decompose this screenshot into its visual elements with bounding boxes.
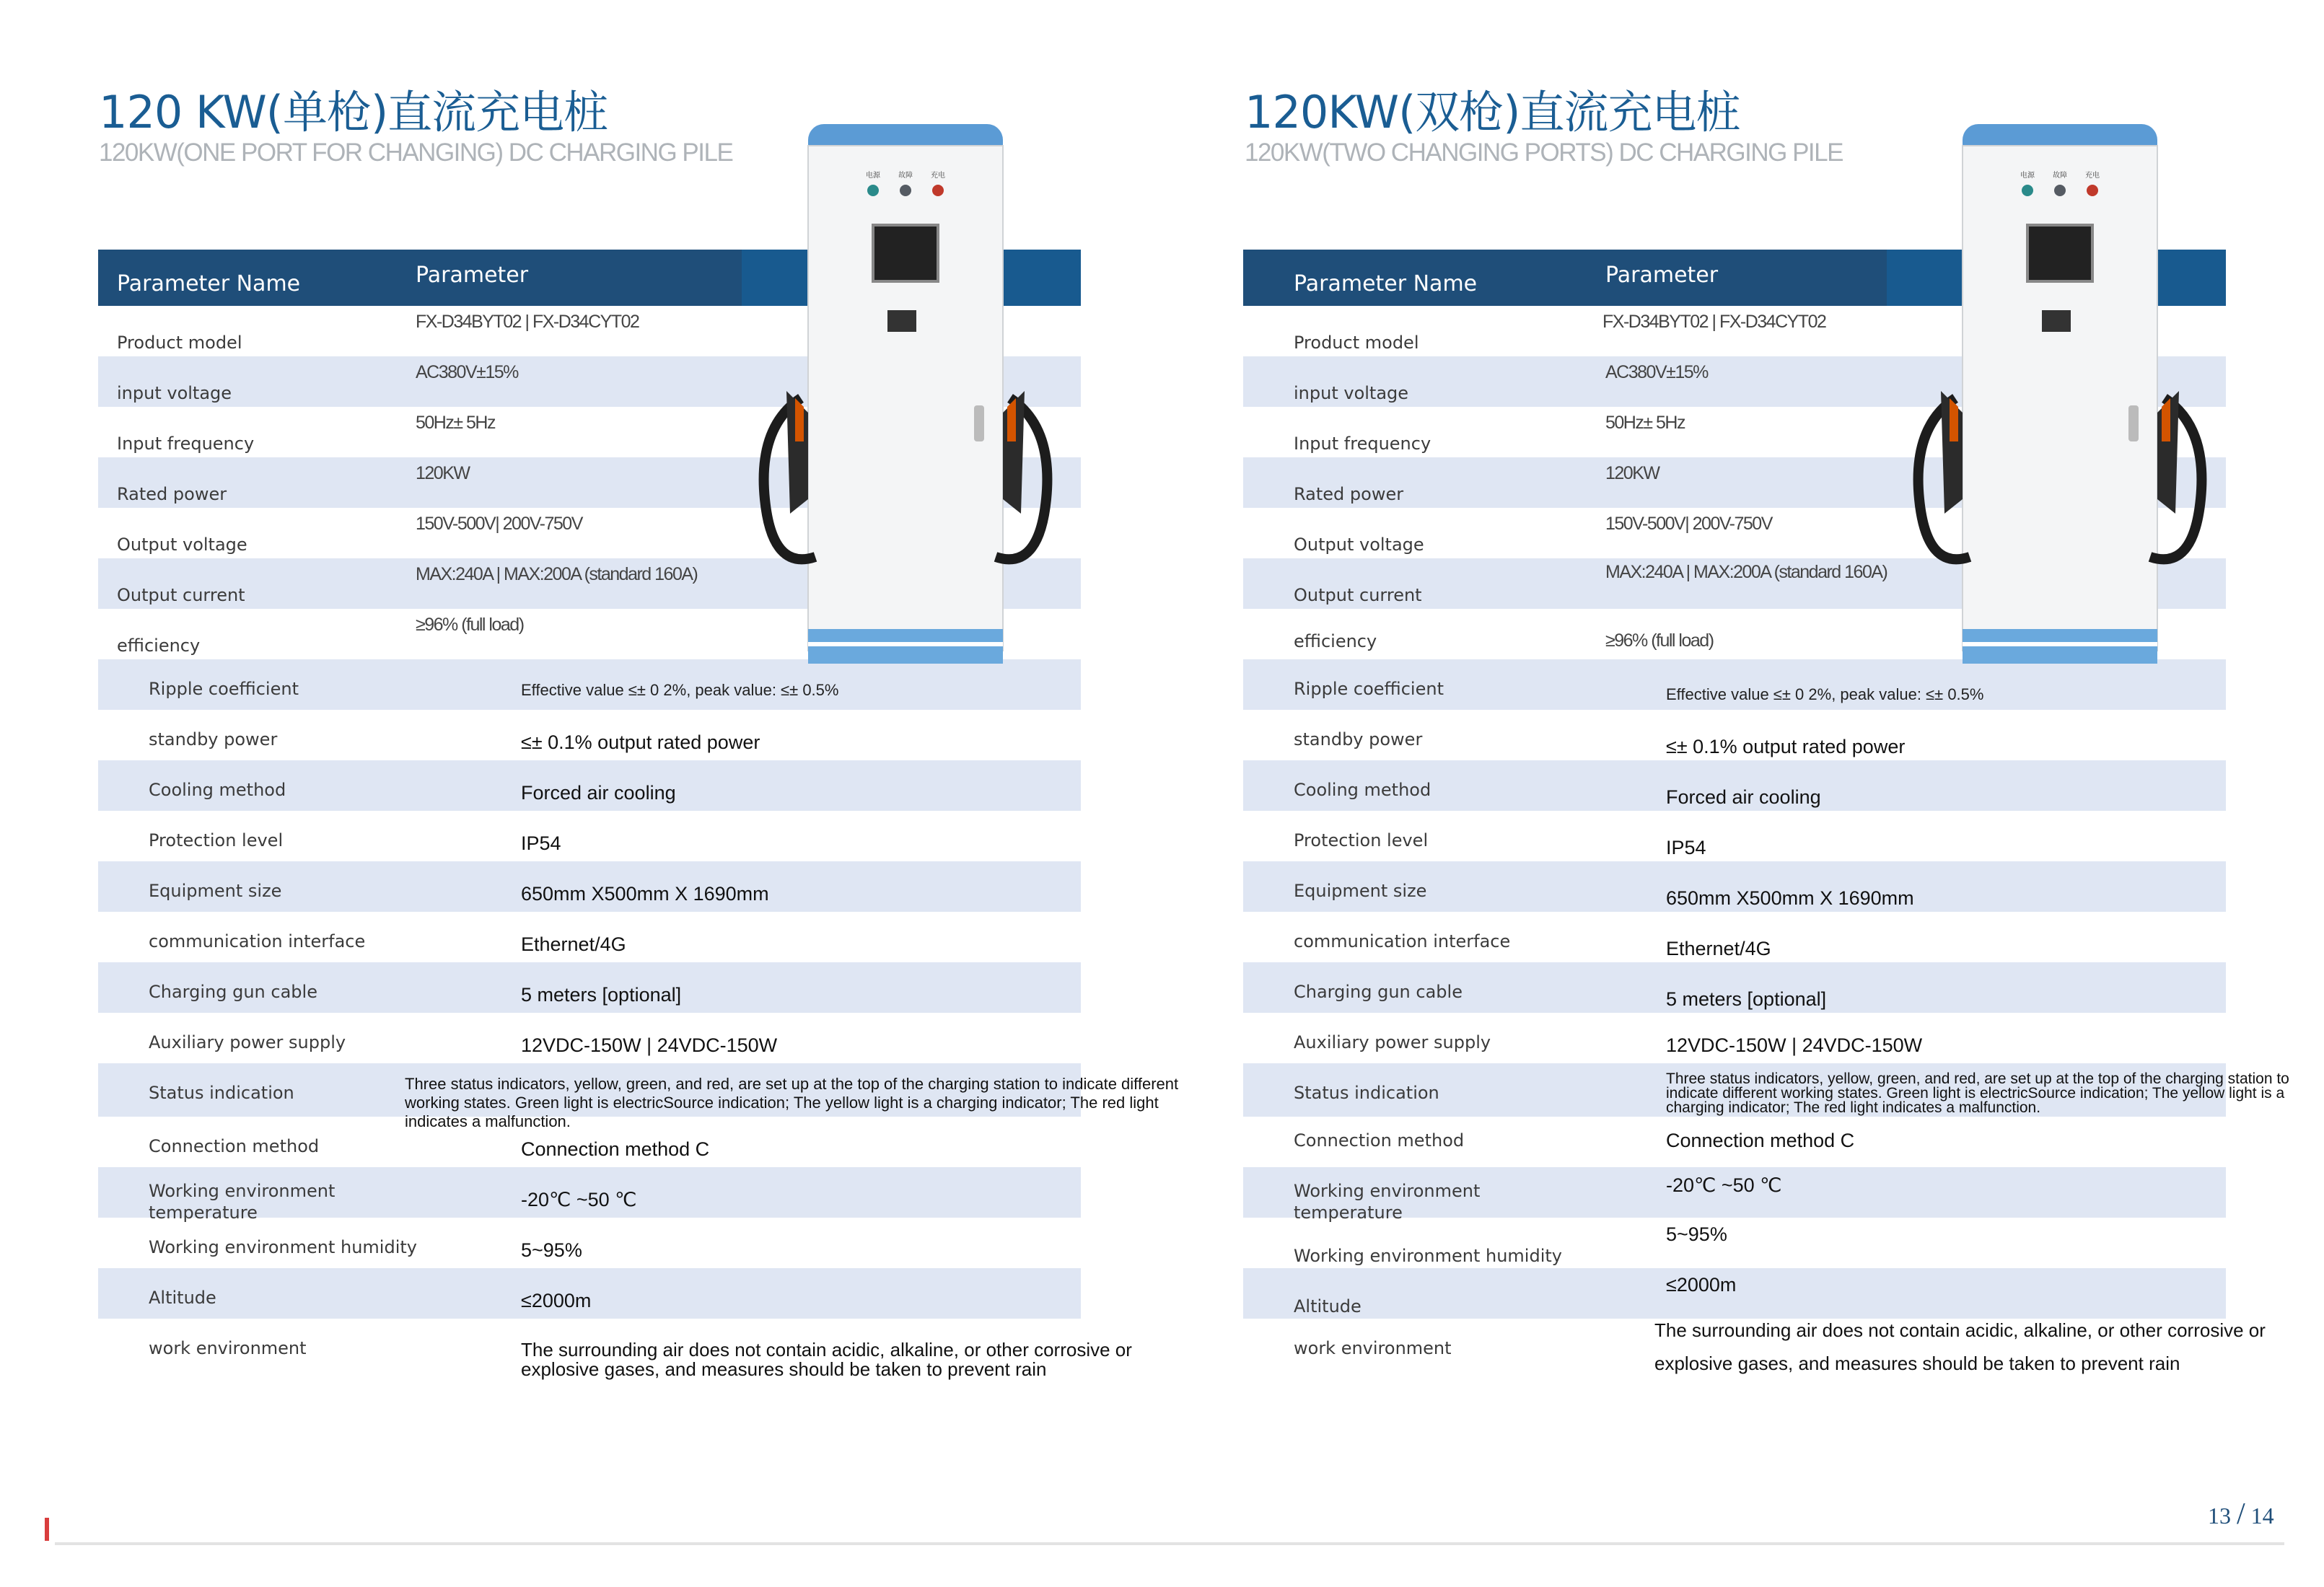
table-row (1243, 1013, 2226, 1063)
row-value: -20℃ ~50 ℃ (1666, 1174, 1782, 1196)
row-name: Status indication (149, 1083, 294, 1103)
row-value: MAX:240A | MAX:200A (standard 160A) (1605, 562, 1887, 582)
table-row (98, 1117, 1081, 1167)
row-name: Auxiliary power supply (1294, 1032, 1491, 1052)
row-name: standby power (149, 729, 278, 749)
row-value: 5 meters [optional] (1666, 988, 1827, 1010)
row-value: ≤2000m (521, 1290, 592, 1311)
row-name: Working environment humidity (1294, 1246, 1562, 1266)
table-row (98, 1013, 1081, 1063)
footer-accent-mark (45, 1518, 49, 1541)
table-row (1243, 912, 2226, 962)
page-title: 120 KW(单枪)直流充电桩 (99, 86, 608, 139)
row-name: Product model (1294, 333, 1419, 353)
charging-pile-illustration (1912, 124, 2237, 672)
page-separator: / (2237, 1498, 2245, 1531)
row-name: Auxiliary power supply (149, 1032, 346, 1052)
row-name: Output current (1294, 585, 1422, 605)
row-name: Protection level (1294, 830, 1429, 850)
header-parameter: Parameter (1605, 263, 1719, 288)
row-name: Charging gun cable (1294, 982, 1463, 1002)
row-value: 5~95% (1666, 1223, 1727, 1245)
row-value: Forced air cooling (1666, 786, 1821, 808)
row-name: Product model (117, 333, 242, 353)
table-row (1243, 811, 2226, 861)
row-name: Output current (117, 585, 245, 605)
row-value: ≥96% (full load) (1605, 630, 1714, 651)
row-value: 12VDC-150W | 24VDC-150W (1666, 1034, 1923, 1056)
indicator-label: 电源 (2020, 172, 2035, 180)
footer-divider (55, 1542, 2284, 1545)
row-value: 650mm X500mm X 1690mm (521, 883, 769, 905)
row-value: Connection method C (521, 1138, 710, 1160)
right-panel (1146, 0, 2300, 1443)
row-name: Altitude (1294, 1296, 1361, 1316)
page-number (2208, 1497, 2274, 1531)
table-row (1243, 710, 2226, 760)
row-value: 150V-500V| 200V-750V (416, 514, 582, 534)
header-parameter-name: Parameter Name (117, 271, 301, 296)
table-row (98, 861, 1081, 912)
row-name: Charging gun cable (149, 982, 317, 1002)
row-value: Ethernet/4G (1666, 938, 1771, 959)
left-panel (0, 0, 1179, 1443)
table-row (98, 1063, 1179, 1130)
table-row (1243, 861, 2226, 912)
charging-pile-illustration (758, 124, 1082, 672)
table-row (1243, 1167, 2226, 1223)
table-row (98, 1218, 1081, 1268)
row-value: ≤± 0.1% output rated power (521, 731, 760, 753)
row-name: work environment (1294, 1338, 1452, 1358)
row-value: FX-D34BYT02 | FX-D34CYT02 (1602, 312, 1826, 332)
row-name: efficiency (1294, 631, 1377, 651)
table-row (1243, 1218, 2226, 1268)
row-value: 5~95% (521, 1239, 582, 1261)
row-name: Ripple coefficient (1294, 679, 1444, 699)
table-row (1243, 1319, 2266, 1374)
row-value: The surrounding air does not contain acidic, alkaline, or other corrosive or explosive gases, and measures should be taken to prevent rain (1654, 1319, 2266, 1374)
row-value: Ethernet/4G (521, 933, 626, 955)
row-value: IP54 (521, 832, 561, 854)
table-row (98, 962, 1081, 1013)
charging-pile-icon (758, 124, 1082, 672)
row-value: Effective value ≤± 0 2%, peak value: ≤± 0.5% (521, 681, 839, 699)
row-value: Effective value ≤± 0 2%, peak value: ≤± 0.5% (1666, 685, 1984, 703)
indicator-label: 充电 (931, 172, 945, 180)
row-value: 650mm X500mm X 1690mm (1666, 887, 1914, 909)
table-row (98, 811, 1081, 861)
table-row (98, 1268, 1081, 1319)
row-value: IP54 (1666, 837, 1706, 858)
row-value: 5 meters [optional] (521, 984, 682, 1006)
row-value: -20℃ ~50 ℃ (521, 1189, 637, 1210)
page-total: 14 (2250, 1503, 2274, 1529)
table-row (1243, 1117, 2226, 1167)
row-name: standby power (1294, 729, 1423, 749)
row-value: 12VDC-150W | 24VDC-150W (521, 1034, 778, 1056)
page-subtitle: 120KW(TWO CHANGING PORTS) DC CHARGING PILE (1245, 139, 1843, 167)
page-title: 120KW(双枪)直流充电桩 (1245, 86, 1740, 139)
row-name: Equipment size (149, 881, 282, 901)
table-row (98, 912, 1081, 962)
row-name: Cooling method (1294, 780, 1431, 800)
charging-pile-icon (1912, 124, 2237, 672)
row-name: input voltage (1294, 383, 1409, 403)
row-value: ≥96% (full load) (416, 615, 524, 635)
row-value: Three status indicators, yellow, green, and red, are set up at the top of the charging station to indicate different working states. Green light is electricSource indication; The yellow light is a charging indicator; The red light indicates a malfunction. (405, 1075, 1179, 1130)
row-name: Equipment size (1294, 881, 1427, 901)
row-name: Rated power (1294, 484, 1404, 504)
page-subtitle: 120KW(ONE PORT FOR CHANGING) DC CHARGING PILE (99, 139, 733, 167)
table-row (98, 1167, 1081, 1223)
row-name: Working environment temperature (149, 1181, 336, 1223)
row-name: Output voltage (117, 535, 247, 555)
row-name: Cooling method (149, 780, 286, 800)
row-value: AC380V±15% (416, 362, 518, 382)
table-row (1243, 760, 2226, 811)
row-name: Input frequency (117, 434, 255, 454)
table-row (1243, 962, 2226, 1013)
row-value: 120KW (1605, 463, 1659, 483)
table-row (98, 1319, 1132, 1381)
row-value: ≤± 0.1% output rated power (1666, 736, 1906, 757)
page-current: 13 (2208, 1503, 2231, 1529)
row-value: FX-D34BYT02 | FX-D34CYT02 (416, 312, 639, 332)
header-parameter-name: Parameter Name (1294, 271, 1478, 296)
row-name: input voltage (117, 383, 232, 403)
row-name: Output voltage (1294, 535, 1424, 555)
row-name: efficiency (117, 636, 201, 656)
row-value: The surrounding air does not contain acidic, alkaline, or other corrosive or explosive gases, and measures should be taken to prevent rain (521, 1339, 1132, 1381)
table-row (98, 710, 1081, 760)
row-name: Altitude (149, 1288, 216, 1308)
row-value: Connection method C (1666, 1130, 1855, 1151)
row-name: communication interface (1294, 931, 1511, 951)
row-name: Status indication (1294, 1083, 1439, 1103)
header-parameter: Parameter (416, 263, 529, 288)
row-name: Working environment temperature (1294, 1181, 1481, 1223)
table-row (1243, 1063, 2289, 1117)
row-name: Rated power (117, 484, 227, 504)
row-value: 150V-500V| 200V-750V (1605, 514, 1772, 534)
row-value: MAX:240A | MAX:200A (standard 160A) (416, 564, 698, 584)
table-row (98, 760, 1081, 811)
row-value: Three status indicators, yellow, green, and red, are set up at the top of the charging station to indicate different working states. Green light is electricSource indication; The yellow light is a charging indicator; The red light indicates a malfunction. (1666, 1071, 2289, 1116)
row-name: work environment (149, 1338, 307, 1358)
row-name: Protection level (149, 830, 284, 850)
row-value: 120KW (416, 463, 470, 483)
row-value: 50Hz± 5Hz (1605, 413, 1685, 433)
table-row (1243, 1268, 2226, 1319)
row-name: Input frequency (1294, 434, 1431, 454)
row-value: 50Hz± 5Hz (416, 413, 495, 433)
indicator-label: 故障 (898, 172, 913, 180)
row-value: ≤2000m (1666, 1274, 1737, 1296)
row-name: Working environment humidity (149, 1237, 417, 1257)
row-value: AC380V±15% (1605, 362, 1708, 382)
row-name: Connection method (149, 1136, 320, 1156)
indicator-label: 故障 (2053, 172, 2067, 180)
indicator-label: 充电 (2085, 172, 2100, 180)
indicator-label: 电源 (866, 172, 880, 180)
row-name: communication interface (149, 931, 366, 951)
row-name: Ripple coefficient (149, 679, 299, 699)
row-name: Connection method (1294, 1130, 1465, 1151)
row-value: Forced air cooling (521, 782, 676, 804)
